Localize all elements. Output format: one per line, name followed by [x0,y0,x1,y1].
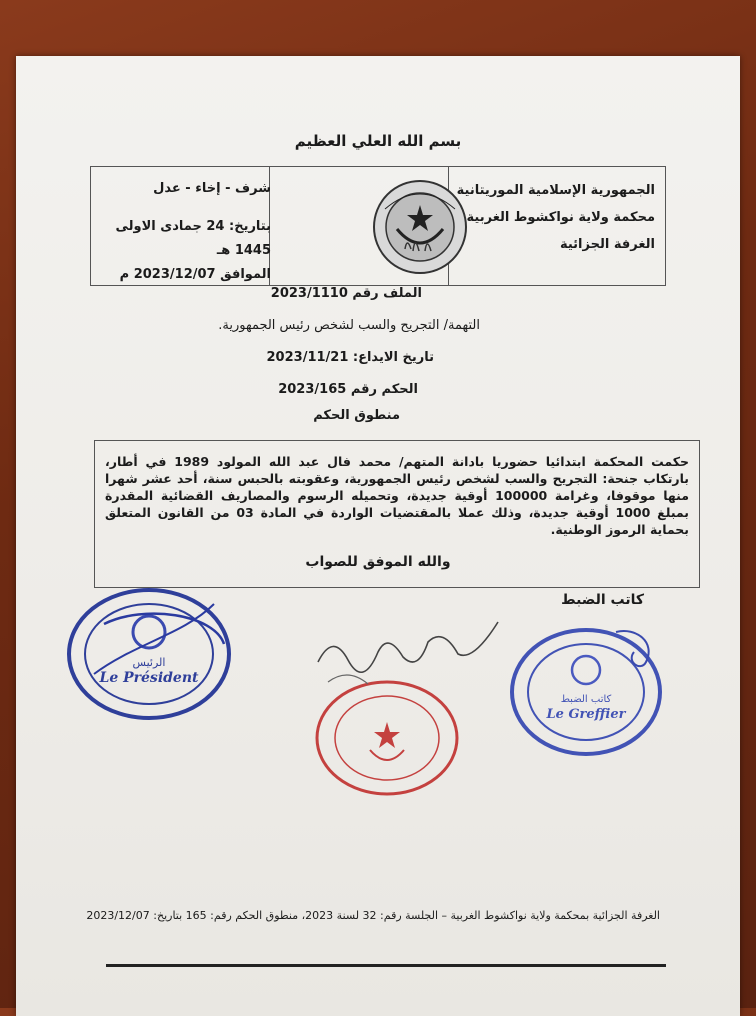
ruling-number: الحكم رقم 2023/165 [278,382,418,397]
stamp-greffier-label: Le Greffier [546,707,626,722]
header-box [90,166,666,286]
file-number: الملف رقم 2023/1110 [270,286,422,301]
gregorian-date: الموافق 2023/12/07 م [119,267,271,282]
handwritten-signature [308,612,508,692]
stamp-greffier-arabic: كاتب الضبط [560,694,612,705]
ruling-title: منطوق الحكم [313,408,400,423]
document-page [16,56,740,1016]
judgment-text: حكمت المحكمة ابتدائيا حضوريا بادانة المتهم/ محمد فال عبد الله المولود 1989 في أطار، بارتكاب جنحة: التجريح والسب لشخص رئيس الجمهورية، وعقوبته بالحبس سنة، أحد عشر شهرا منها موقوفا، وغرامة 100000 أوقية جديدة، وتحميله الرسوم والمصاريف القضائية المقدرة بمبلغ 1000 أوقية جديدة، وذلك عملا بالمقتضيات الواردة في المادة 03 من القانون المتعلق بحماية الرموز الوطنية. [105,454,689,537]
president-stamp [64,584,234,724]
filing-date: تاريخ الايداع: 2023/11/21 [266,350,434,365]
national-emblem-icon [345,179,495,275]
footer-reference: الغرفة الجزائية بمحكمة ولاية نواكشوط الغربية – الجلسة رقم: 32 لسنة 2023، منطوق الحكم رقم: 165 بتاريخ: 2023/12/07 [86,909,660,922]
closing-phrase: والله الموفق للصواب [305,554,451,570]
hijri-date: بتاريخ: 24 جمادى الاولى [115,219,271,234]
country-name: الجمهورية الإسلامية الموريتانية [456,183,655,198]
court-name: محكمة ولاية نواكشوط الغربية [466,210,655,225]
charge-line: التهمة/ التجريح والسب لشخص رئيس الجمهورية. [218,318,480,333]
hijri-year: 1445 هـ [216,243,271,258]
chamber-name: الغرفة الجزائية [559,237,655,252]
stamp-president-arabic: الرئيس [132,656,166,669]
court-seal-stamp [312,678,462,798]
clerk-label: كاتب الضبط [561,592,644,608]
basmala: بسم الله العلي العظيم [294,132,462,150]
national-motto: شرف - إخاء - عدل [153,181,271,196]
greffier-stamp [506,622,666,762]
footer-thick-rule [106,964,666,967]
header-left [101,177,271,287]
stamp-president-label: Le Président [99,670,199,686]
